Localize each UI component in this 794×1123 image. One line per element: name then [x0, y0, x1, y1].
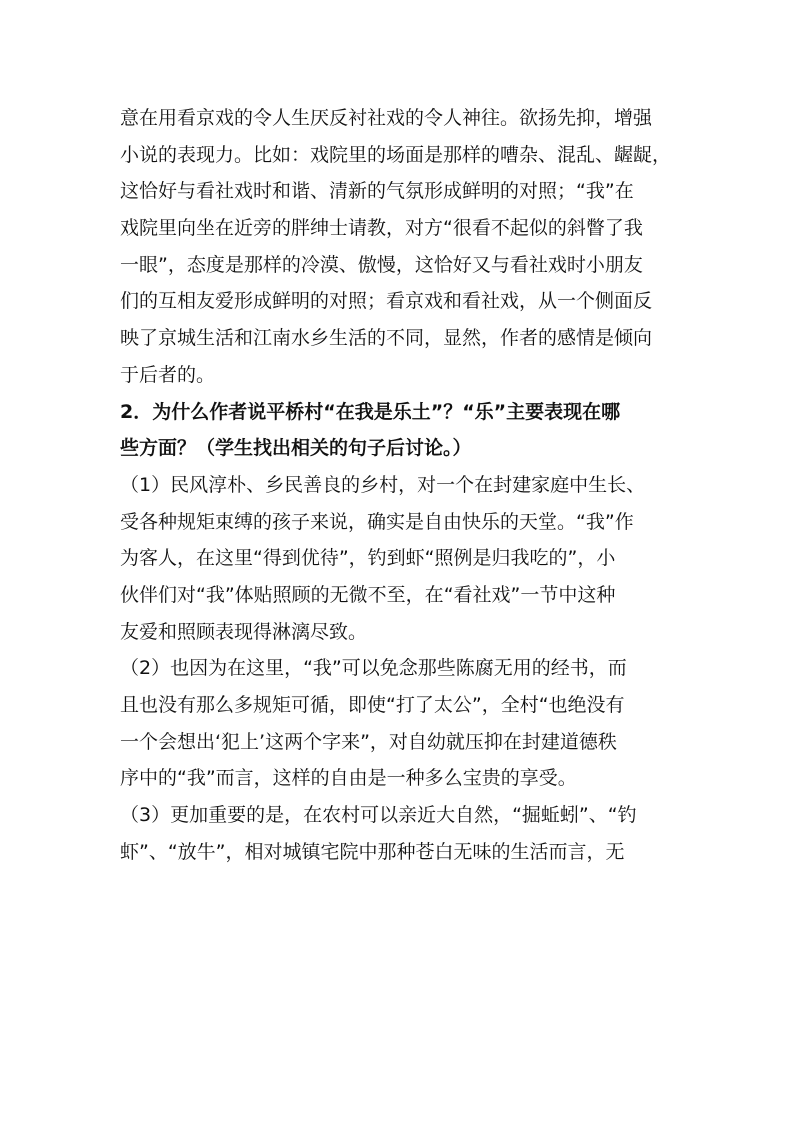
- answer-line: 虾”、“放牛”，相对城镇宅院中那种苍白无味的生活而言，无: [120, 840, 625, 863]
- answer-line: （3）更加重要的是，在农村可以亲近大自然，“掘蚯蚓”、“钓: [120, 804, 637, 827]
- paragraph-line: 一眼”，态度是那样的冷漠、傲慢，这恰好又与看社戏时小朋友: [120, 253, 643, 276]
- paragraph-line: 戏院里向坐在近旁的胖绅士请教，对方“很看不起似的斜瞥了我: [120, 217, 643, 240]
- answer-line: 伙伴们对“我”体贴照顾的无微不至，在“看社戏”一节中这种: [120, 583, 616, 606]
- question-heading-line: 些方面？（学生找出相关的句子后讨论。）: [120, 437, 472, 460]
- paragraph-line: 这恰好与看社戏时和谐、清新的气氛形成鲜明的对照；“我”在: [120, 180, 634, 203]
- paragraph-line: 们的互相友爱形成鲜明的对照；看京戏和看社戏，从一个侧面反: [120, 290, 653, 313]
- answer-line: 友爱和照顾表现得淋漓尽致。: [120, 620, 368, 643]
- paragraph-line: 于后者的。: [120, 363, 216, 386]
- answer-line: 为客人，在这里“得到优待”，钓到虾“照例是归我吃的”，小: [120, 547, 616, 570]
- paragraph-line: 意在用看京戏的令人生厌反衬社戏的令人神往。欲扬先抑，增强: [120, 107, 653, 129]
- question-heading-line: 2．为什么作者说平桥村“在我是乐土”？“乐”主要表现在哪: [120, 400, 621, 423]
- answer-line: 且也没有那么多规矩可循，即使“打了太公”，全村“也绝没有: [120, 694, 625, 716]
- paragraph-line: 映了京城生活和江南水乡生活的不同，显然，作者的感情是倾向: [120, 327, 653, 350]
- paragraph-line: 小说的表现力。比如：戏院里的场面是那样的嘈杂、混乱、龌龊，: [120, 143, 672, 166]
- document-body: [120, 100, 680, 870]
- answer-line: 一个会想出‘犯上’这两个字来”，对自幼就压抑在封建道德秩: [120, 730, 617, 753]
- answer-line: （2）也因为在这里，“我”可以免念那些陈腐无用的经书，而: [120, 657, 627, 680]
- answer-line: 序中的“我”而言，这样的自由是一种多么宝贵的享受。: [120, 767, 577, 790]
- answer-line: 受各种规矩束缚的孩子来说，确实是自由快乐的天堂。“我”作: [120, 510, 634, 533]
- answer-line: （1）民风淳朴、乡民善良的乡村，对一个在封建家庭中生长、: [120, 473, 646, 496]
